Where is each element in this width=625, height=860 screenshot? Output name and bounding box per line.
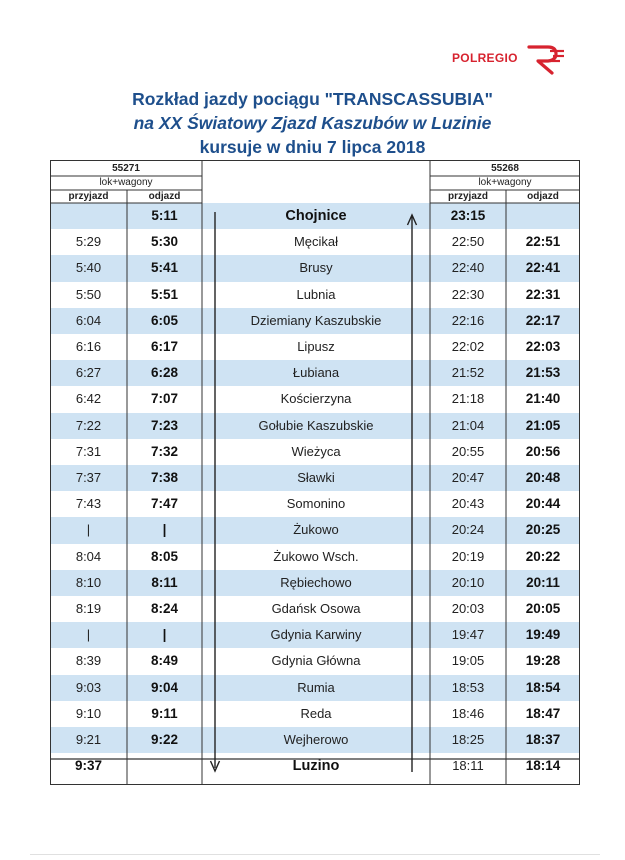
right-departure-time: 20:48 xyxy=(525,470,561,485)
station-name: Gdańsk Osowa xyxy=(271,601,361,616)
right-departure-time: 20:11 xyxy=(526,574,560,590)
left-arrival-time: 9:10 xyxy=(75,705,102,721)
station-name: Wejherowo xyxy=(283,732,349,747)
right-departure-time: 20:25 xyxy=(525,522,561,538)
left-departure-time: 6:05 xyxy=(150,312,179,328)
station-name: Gdynia Karwiny xyxy=(270,627,362,643)
station-name: Gdynia Główna xyxy=(271,653,361,669)
left-arrival-time: 7:37 xyxy=(75,470,102,485)
station-name: Luzino xyxy=(292,758,340,775)
left-arrival-time: 5:40 xyxy=(75,260,102,276)
right-departure-time: 20:56 xyxy=(525,443,561,459)
polregio-logo xyxy=(452,43,572,75)
right-departure-time: 20:05 xyxy=(525,601,561,616)
right-arrival-header: przyjazd xyxy=(447,191,488,202)
left-arrival-time: 9:37 xyxy=(74,758,103,774)
left-departure-time: 7:38 xyxy=(150,470,179,485)
right-departure-time: 18:47 xyxy=(525,705,561,721)
right-departure-time: 22:17 xyxy=(525,312,561,328)
right-departure-time: 22:03 xyxy=(525,339,561,354)
right-arrival-time: 20:19 xyxy=(451,548,485,564)
left-departure-time: 8:05 xyxy=(150,548,179,564)
left-arrival-time: 7:31 xyxy=(75,443,102,459)
left-arrival-time: 5:50 xyxy=(75,286,102,302)
right-arrival-time: 18:53 xyxy=(451,679,485,695)
right-arrival-time: 21:18 xyxy=(451,391,485,407)
station-name: Kościerzyna xyxy=(280,391,352,407)
left-departure-time: 8:24 xyxy=(150,601,179,616)
right-arrival-time: 18:46 xyxy=(451,705,485,721)
right-departure-time: 18:37 xyxy=(525,732,561,747)
right-arrival-time: 19:05 xyxy=(451,653,485,669)
station-name: Chojnice xyxy=(285,208,347,224)
right-departure-time: 22:31 xyxy=(525,286,561,302)
station-name: Męcikał xyxy=(293,234,339,250)
right-departure-time: 21:53 xyxy=(525,365,561,381)
left-train-number: 55271 xyxy=(112,163,140,174)
right-departure-time: 20:44 xyxy=(525,496,561,512)
station-name: Gołubie Kaszubskie xyxy=(258,417,374,433)
left-departure-time: 7:23 xyxy=(150,417,179,433)
right-arrival-time: 22:30 xyxy=(451,286,485,302)
logo-text: POLREGIO xyxy=(452,51,518,65)
left-arrival-time: 8:19 xyxy=(75,601,102,616)
footer-rule xyxy=(30,854,600,855)
right-arrival-time: 21:04 xyxy=(451,417,485,433)
left-departure-time: 8:11 xyxy=(151,574,178,590)
station-name: Dziemiany Kaszubskie xyxy=(250,312,382,328)
left-departure-time: 7:47 xyxy=(150,496,179,512)
station-name: Somonino xyxy=(286,496,346,512)
down-arrow-icon xyxy=(211,212,220,771)
left-arrival-time: 7:22 xyxy=(75,417,102,433)
left-departure-time: 8:49 xyxy=(150,653,179,669)
right-departure-time: 18:14 xyxy=(525,758,561,774)
right-arrival-time: 18:25 xyxy=(451,732,485,747)
left-arrival-time: 9:21 xyxy=(75,732,102,747)
station-name: Sławki xyxy=(297,470,335,485)
left-arrival-time: 6:27 xyxy=(75,365,102,381)
right-departure-time: 18:54 xyxy=(525,679,561,695)
left-arrival-time: 7:43 xyxy=(75,496,102,512)
station-name: Łubiana xyxy=(292,365,340,381)
left-arrival-time: 8:10 xyxy=(75,574,102,590)
right-departure-time: 22:51 xyxy=(525,234,561,250)
right-departure-time: 22:41 xyxy=(525,260,561,276)
left-arrival-time: 6:16 xyxy=(75,339,102,354)
right-departure-time: 21:05 xyxy=(525,417,561,433)
title-line-1: Rozkład jazdy pociągu "TRANSCASSUBIA" xyxy=(132,89,493,109)
right-arrival-time: 20:24 xyxy=(451,522,485,538)
right-arrival-time: 20:10 xyxy=(451,574,485,590)
right-arrival-time: 20:43 xyxy=(451,496,485,512)
left-departure-time: 7:07 xyxy=(150,391,179,407)
timetable xyxy=(50,160,580,785)
left-departure-time: | xyxy=(162,627,167,643)
left-train-composition: lok+wagony xyxy=(99,177,153,188)
left-departure-time: 6:17 xyxy=(150,339,179,354)
left-departure-time: 9:04 xyxy=(150,679,179,695)
right-train-composition: lok+wagony xyxy=(478,177,532,188)
right-arrival-time: 20:03 xyxy=(451,601,485,616)
right-departure-time: 20:22 xyxy=(525,548,561,564)
station-name: Reda xyxy=(300,705,332,721)
station-name: Żukowo xyxy=(293,522,339,538)
right-arrival-time: 22:50 xyxy=(451,234,485,250)
polregio-mark-icon xyxy=(526,43,566,75)
title-line-2: na XX Światowy Zjazd Kaszubów w Luzinie xyxy=(133,113,492,133)
left-departure-header: odjazd xyxy=(148,191,181,202)
station-name: Żukowo Wsch. xyxy=(273,548,359,564)
left-departure-time: 9:22 xyxy=(150,732,179,747)
left-arrival-time: 9:03 xyxy=(75,679,102,695)
right-arrival-time: 19:47 xyxy=(451,627,485,643)
station-name: Rumia xyxy=(297,679,335,695)
left-arrival-time: | xyxy=(86,522,91,538)
right-arrival-time: 21:52 xyxy=(451,365,485,381)
right-arrival-time: 22:16 xyxy=(451,312,485,328)
left-departure-time: 6:28 xyxy=(150,365,179,381)
station-name: Rębiechowo xyxy=(280,574,352,590)
left-arrival-header: przyjazd xyxy=(68,191,109,202)
right-departure-time: 19:28 xyxy=(525,653,561,669)
right-train-number: 55268 xyxy=(491,163,519,174)
left-arrival-time: 6:04 xyxy=(75,312,102,328)
right-arrival-time: 20:55 xyxy=(451,443,485,459)
right-arrival-time: 22:02 xyxy=(451,339,485,354)
right-arrival-time: 22:40 xyxy=(451,260,485,276)
right-departure-header: odjazd xyxy=(527,191,559,202)
left-arrival-time: 8:39 xyxy=(75,653,102,669)
station-name: Lipusz xyxy=(297,339,335,354)
left-arrival-time: 8:04 xyxy=(75,548,102,564)
right-arrival-time: 18:11 xyxy=(452,758,484,774)
right-arrival-time: 23:15 xyxy=(450,208,486,223)
left-departure-time: 5:30 xyxy=(150,234,179,250)
up-arrow-icon xyxy=(408,215,417,772)
right-departure-time: 19:49 xyxy=(525,627,561,643)
title-line-3: kursuje w dniu 7 lipca 2018 xyxy=(199,137,426,157)
left-departure-time: 7:32 xyxy=(150,443,179,459)
left-departure-time: 9:11 xyxy=(151,705,178,721)
left-arrival-time: 5:29 xyxy=(75,234,102,250)
left-arrival-time: | xyxy=(86,627,91,643)
left-arrival-time: 6:42 xyxy=(75,391,102,407)
station-name: Lubnia xyxy=(296,286,336,302)
left-departure-time: 5:41 xyxy=(150,260,179,276)
direction-arrows xyxy=(50,160,580,785)
right-arrival-time: 20:47 xyxy=(451,470,485,485)
left-departure-time: 5:11 xyxy=(151,208,178,223)
station-name: Wieżyca xyxy=(291,443,341,459)
left-departure-time: 5:51 xyxy=(150,286,179,302)
left-departure-time: | xyxy=(162,522,167,538)
right-departure-time: 21:40 xyxy=(525,391,561,407)
station-name: Brusy xyxy=(299,260,333,276)
